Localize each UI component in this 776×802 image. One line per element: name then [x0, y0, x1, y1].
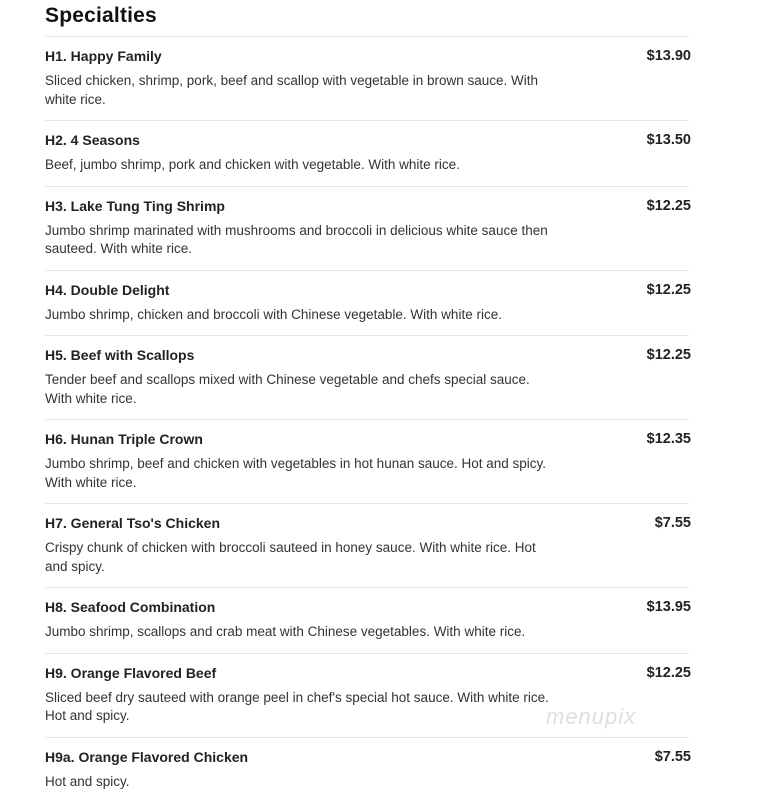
item-price: $12.25: [646, 281, 691, 298]
item-price: $12.35: [646, 431, 691, 447]
item-price: $13.95: [646, 599, 691, 615]
menu-item: [45, 336, 689, 419]
item-name: H8. Seafood Combination: [45, 599, 216, 615]
menu-item: [45, 37, 689, 120]
item-description: Sliced beef dry sauteed with orange peel in chef's special hot sauce. With white rice. Hot and spicy.: [45, 689, 549, 723]
menu-item: [45, 271, 689, 336]
item-price: $12.25: [646, 197, 691, 214]
item-description: Jumbo shrimp marinated with mushrooms and broccoli in delicious white sauce then sauteed. With white rice.: [45, 222, 548, 256]
item-name: H3. Lake Tung Ting Shrimp: [45, 197, 225, 214]
section-title: Specialties: [45, 4, 157, 27]
item-description: Jumbo shrimp, scallops and crab meat with Chinese vegetables. With white rice.: [45, 624, 526, 639]
item-price: $7.55: [654, 748, 691, 765]
menu-item: [45, 588, 689, 653]
item-description: Beef, jumbo shrimp, pork and chicken with vegetable. With white rice.: [45, 157, 460, 172]
item-name: H9a. Orange Flavored Chicken: [45, 748, 249, 765]
item-price: $13.50: [646, 132, 691, 148]
item-name: H4. Double Delight: [45, 281, 170, 298]
item-description: Tender beef and scallops mixed with Chinese vegetable and chefs special sauce. With white rice.: [45, 372, 530, 406]
item-description: Crispy chunk of chicken with broccoli sauteed in honey sauce. With white rice. Hot and spicy.: [45, 540, 536, 574]
item-name: H6. Hunan Triple Crown: [45, 431, 203, 447]
menu-item: [45, 504, 689, 587]
item-name: H2. 4 Seasons: [45, 132, 140, 148]
item-price: $13.90: [646, 48, 691, 64]
menu-item: [45, 121, 689, 186]
item-description: Sliced chicken, shrimp, pork, beef and scallop with vegetable in brown sauce. With white rice.: [45, 73, 539, 107]
item-description: Hot and spicy.: [45, 773, 130, 789]
menu-item: [45, 738, 689, 802]
menu-page: [45, 0, 689, 802]
menu-list: [45, 36, 689, 802]
menu-item: [45, 187, 689, 270]
item-price: $7.55: [654, 515, 691, 531]
watermark-logo: menupix: [546, 704, 637, 729]
item-name: H7. General Tso's Chicken: [45, 515, 221, 531]
item-price: $12.25: [646, 664, 691, 681]
item-description: Jumbo shrimp, beef and chicken with vegetables in hot hunan sauce. Hot and spicy. With white rice.: [45, 456, 547, 490]
item-description: Jumbo shrimp, chicken and broccoli with Chinese vegetable. With white rice.: [45, 306, 502, 322]
item-name: H1. Happy Family: [45, 48, 162, 64]
item-price: $12.25: [646, 347, 691, 363]
item-name: H5. Beef with Scallops: [45, 347, 195, 363]
menu-item: [45, 420, 689, 503]
item-name: H9. Orange Flavored Beef: [45, 664, 217, 681]
